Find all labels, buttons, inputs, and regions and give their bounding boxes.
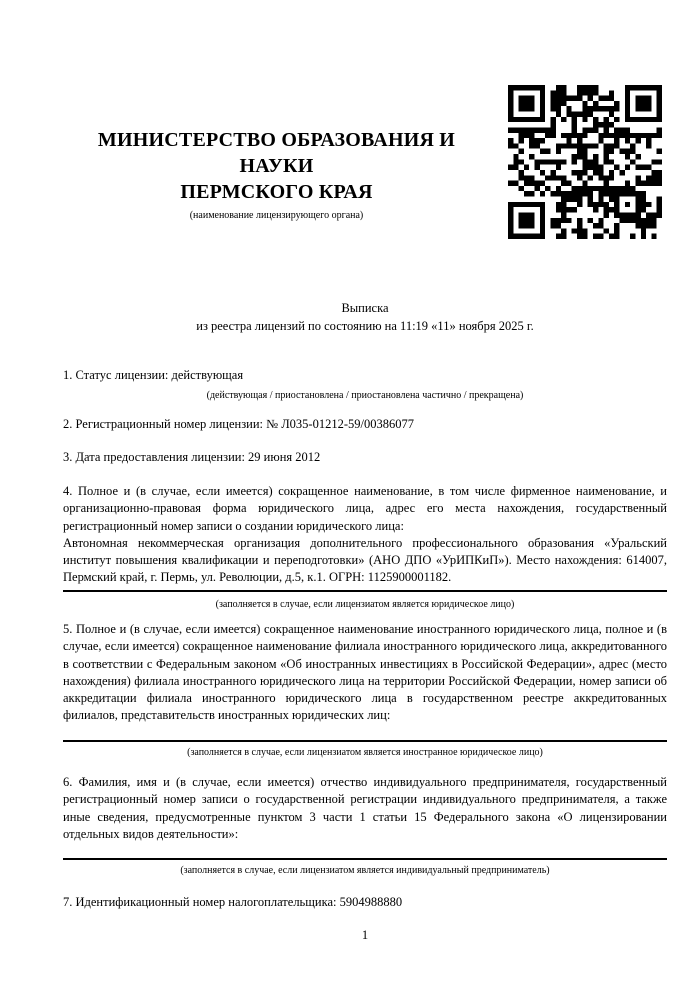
legal-entity-rule (63, 590, 667, 592)
title-line1: Выписка (341, 301, 389, 315)
foreign-entity-section: 5. Полное и (в случае, если имеется) сокращенное наименование иностранного юридического лица, полное и (в случае, если имеется) сокращенное наименование филиала иностранного юридического лица, аккредитованного в соответствии с Федеральным законом «Об иностранных инвестициях в Российской Федерации», адрес (место нахождения) филиала иностранного юридического лица на территории Российской Федерации, номер записи об аккредитации филиала иностранного юридического лица в государственном реестре аккредитованных филиалов, представительств иностранных юридических лиц: (63, 622, 667, 723)
foreign-entity-rule (63, 740, 667, 742)
legal-entity-question: 4. Полное и (в случае, если имеется) сокращенное наименование, в том числе фирменное наименование, и организационно-правовая форма юридического лица, адрес его места нахождения, государственный регистрационный номер записи о создании юридического лица: (63, 484, 667, 533)
legal-entity-value: Автономная некоммерческая организация дополнительного профессионального образования «Уральский институт повышения квалификации и переподготовки» (АНО ДПО «УрИПКиП»). Место нахождения: 614007, Пермский край, г. Пермь, ул. Революции, д.5, к.1. ОГРН: 1125900001182. (63, 535, 667, 585)
legal-entity-section (63, 483, 667, 588)
foreign-entity-note: (заполняется в случае, если лицензиатом является иностранное юридическое лицо) (187, 747, 543, 758)
entrepreneur-note: (заполняется в случае, если лицензиатом является индивидуальный предприниматель) (180, 865, 550, 876)
registration-number-line: 2. Регистрационный номер лицензии: № Л035-01212-59/00386077 (63, 417, 414, 431)
document-header (65, 127, 488, 222)
entrepreneur-rule (63, 858, 667, 860)
title-line2: из реестра лицензий по состоянию на 11:19 «11» ноября 2025 г. (196, 318, 534, 333)
document-title (63, 300, 667, 335)
entrepreneur-section: 6. Фамилия, имя и (в случае, если имеется) отчество индивидуального предпринимателя, государственный регистрационный номер записи о государственной регистрации индивидуального предпринимателя, а также иные сведения, предусмотренные пунктом 3 части 1 статьи 15 Федерального закона «О лицензировании отдельных видов деятельности»: (63, 775, 667, 841)
license-status-hint: (действующая / приостановлена / приостановлена частично / прекращена) (206, 390, 524, 401)
licensing-authority-name-line2: ПЕРМСКОГО КРАЯ (180, 181, 373, 203)
page-number: 1 (361, 928, 369, 942)
licensing-authority-name-line1: МИНИСТЕРСТВО ОБРАЗОВАНИЯ И НАУКИ (97, 129, 456, 177)
taxpayer-number-line: 7. Идентификационный номер налогоплательщика: 5904988880 (63, 895, 403, 909)
license-status-line: 1. Статус лицензии: действующая (63, 368, 244, 382)
licensing-authority-caption: (наименование лицензирующего органа) (189, 210, 364, 221)
license-grant-date-line: 3. Дата предоставления лицензии: 29 июня 2012 (63, 450, 321, 464)
qr-code-icon (508, 85, 662, 239)
legal-entity-note: (заполняется в случае, если лицензиатом является юридическое лицо) (215, 599, 515, 610)
